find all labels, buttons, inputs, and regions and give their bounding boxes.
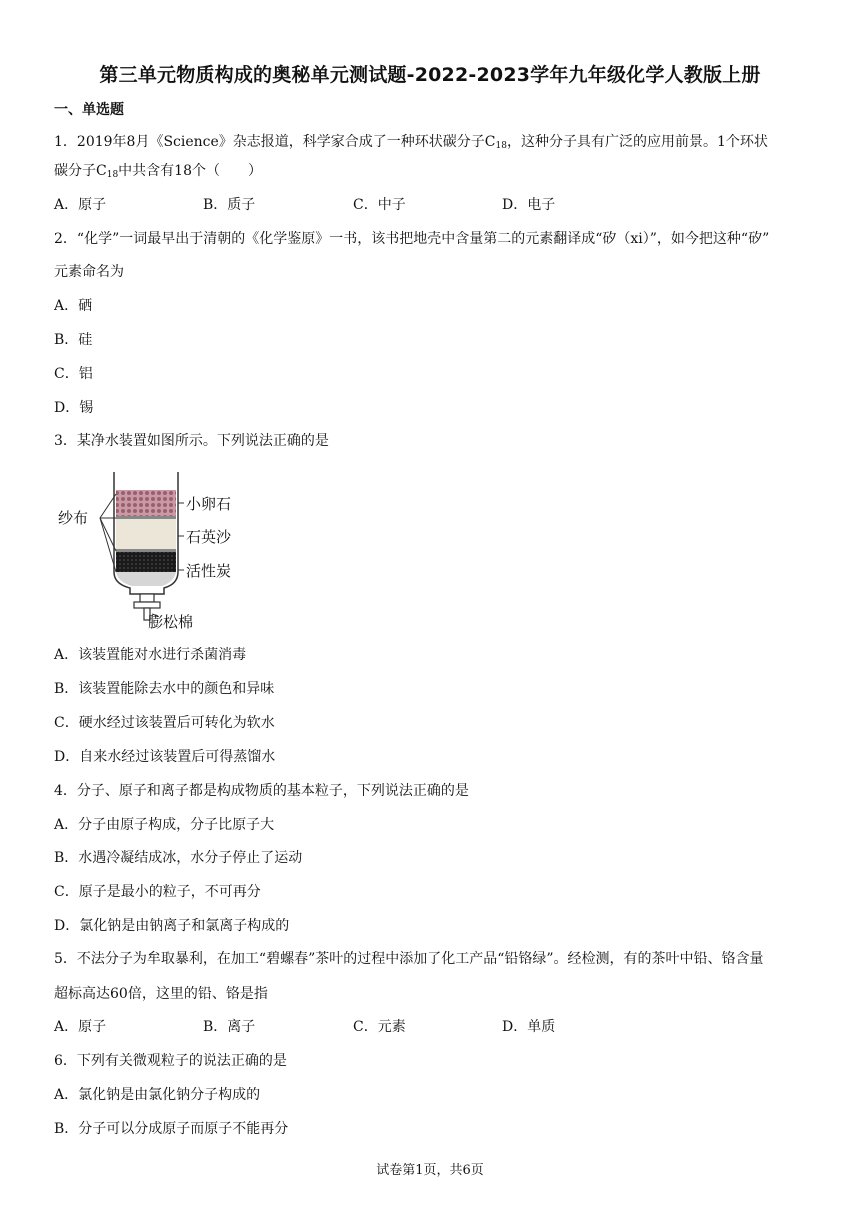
q3-option-a[interactable]: A．该装置能对水进行杀菌消毒 <box>54 647 247 663</box>
q4-option-c[interactable]: C．原子是最小的粒子，不可再分 <box>54 884 261 900</box>
q1-line-1: 1．2019年8月《Science》杂志报道，科学家合成了一种环状碳分子$C_{18}$，这种分子具有广泛的应用前景。1个环状 <box>54 134 768 151</box>
q2-line-2: 元素命名为 <box>54 264 124 280</box>
quartz-sand-layer <box>116 519 176 549</box>
q2-option-a[interactable]: A．硒 <box>54 298 93 314</box>
q6-line-1: 6．下列有关微观粒子的说法正确的是 <box>54 1053 287 1069</box>
q1-option-a[interactable]: A．原子 <box>54 197 107 213</box>
q3-option-d[interactable]: D．自来水经过该装置后可得蒸馏水 <box>54 749 276 765</box>
label-pebbles: 小卵石 <box>186 495 232 513</box>
pebble-layer <box>116 490 176 516</box>
q4-line-1: 4．分子、原子和离子都是构成物质的基本粒子，下列说法正确的是 <box>54 783 469 799</box>
gauze-divider-1 <box>116 516 176 519</box>
label-fluffy-cotton: 膨松棉 <box>148 613 194 630</box>
q3-option-c[interactable]: C．硬水经过该装置后可转化为软水 <box>54 715 275 731</box>
q5-option-c[interactable]: C．元素 <box>353 1019 406 1035</box>
q5-option-b[interactable]: B．离子 <box>203 1019 256 1035</box>
page-title: 第三单元物质构成的奥秘单元测试题-2022-2023学年九年级化学人教版上册 <box>99 64 761 86</box>
section-heading: 一、单选题 <box>54 102 124 118</box>
q1-line-2: 碳分子$C_{18}$中共含有18个（ ） <box>54 163 262 180</box>
q3-option-b[interactable]: B．该装置能除去水中的颜色和异味 <box>54 681 275 697</box>
q2-option-c[interactable]: C．铝 <box>54 366 93 382</box>
activated-carbon-layer <box>116 552 176 572</box>
label-quartz-sand: 石英沙 <box>186 528 232 546</box>
q4-option-a[interactable]: A．分子由原子构成，分子比原子大 <box>54 817 275 833</box>
gauze-divider-2 <box>116 549 176 552</box>
water-filter-figure <box>54 466 244 630</box>
q6-option-b[interactable]: B．分子可以分成原子而原子不能再分 <box>54 1121 289 1137</box>
label-gauze: 纱布 <box>58 509 89 527</box>
q1-option-b[interactable]: B．质子 <box>203 197 256 213</box>
q2-option-b[interactable]: B．硅 <box>54 332 93 348</box>
q4-option-b[interactable]: B．水遇冷凝结成冰，水分子停止了运动 <box>54 850 303 866</box>
q2-option-d[interactable]: D．锡 <box>54 400 94 416</box>
q3-line-1: 3．某净水装置如图所示。下列说法正确的是 <box>54 433 329 449</box>
q2-line-1: 2．“化学”一词最早出于清朝的《化学鉴原》一书，该书把地壳中含量第二的元素翻译成“矽（xi）”，如今把这种“矽” <box>54 231 770 247</box>
q5-option-a[interactable]: A．原子 <box>54 1019 107 1035</box>
q4-option-d[interactable]: D．氯化钠是由钠离子和氯离子构成的 <box>54 918 290 934</box>
q5-option-d[interactable]: D．单质 <box>502 1019 556 1035</box>
page-footer: 试卷第1页，共6页 <box>376 1163 484 1178</box>
q5-line-1: 5．不法分子为牟取暴利，在加工“碧螺春”茶叶的过程中添加了化工产品“铅铬绿”。经检测，有的茶叶中铅、铬含量 <box>54 951 764 967</box>
q1-option-d[interactable]: D．电子 <box>502 197 556 213</box>
label-activated-carbon: 活性炭 <box>186 562 232 580</box>
q5-line-2: 超标高达60倍，这里的铅、铬是指 <box>54 986 268 1002</box>
q6-option-a[interactable]: A．氯化钠是由氯化钠分子构成的 <box>54 1087 261 1103</box>
q1-option-c[interactable]: C．中子 <box>353 197 406 213</box>
fluffy-cotton-layer <box>116 572 176 586</box>
